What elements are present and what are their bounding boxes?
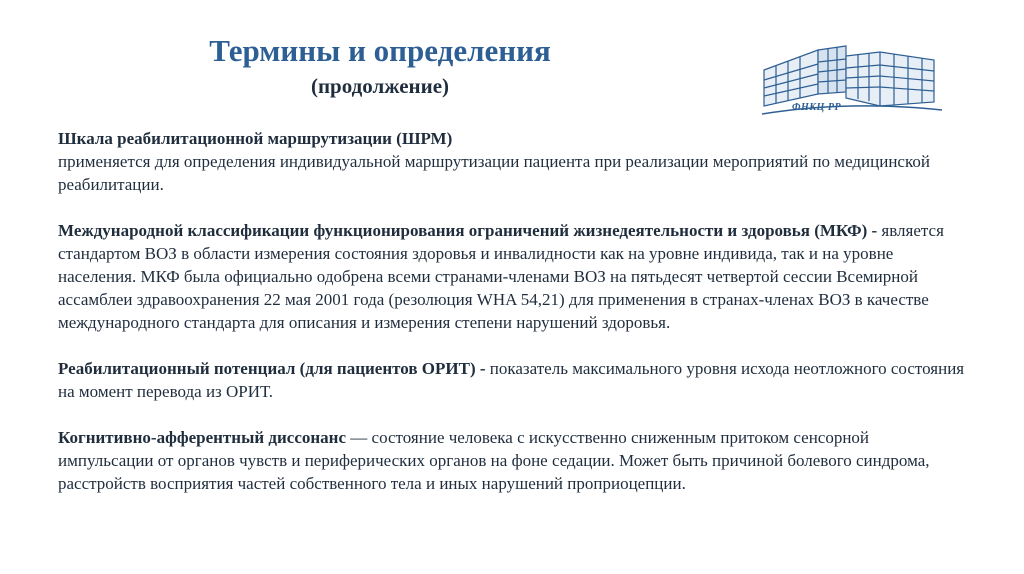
definition-term: Когнитивно-афферентный диссонанс [58,428,347,447]
definition-text: является стандартом ВОЗ в области измерения состояния здоровья и инвалидности как на уровне индивида, так и на уровне населения. МКФ была официально одобрена всеми странами-членами ВОЗ на пятьдесят четвертой сессии Всемирной ассамблеи здравоохранения 22 мая 2001 года (резолюция WHA 54,21) для применения в странах-членах ВОЗ в качестве международного стандарта для описания и измерения степени нарушений здоровья. [58,221,944,332]
definition-mkf [58,219,968,334]
definition-term: Реабилитационный потенциал (для пациентов ОРИТ) - [58,359,486,378]
definitions-list [58,127,968,518]
definition-rehab-potential [58,357,968,403]
page-title: Термины и определения [209,33,551,68]
definition-shrm [58,127,968,196]
definition-term: Международной классификации функционирования ограничений жизнедеятельности и здоровья (МКФ) - [58,221,878,240]
definition-text: показатель максимального уровня исхода неотложного состояния на момент перевода из ОРИТ. [58,359,965,401]
definition-cognitive-dissonance [58,426,968,495]
definition-text: — состояние человека с искусственно сниженным притоком сенсорной импульсации от органов чувств и периферических органов на фоне седации. Может быть причиной болевого синдрома, расстройств восприятия частей собственного тела и иных нарушений проприоцепции. [58,428,930,493]
page-subtitle: (продолжение) [310,74,450,98]
definition-text: применяется для определения индивидуальной маршрутизации пациента при реализации мероприятий по медицинской реабилитации. [58,152,930,194]
hospital-building-icon [758,36,948,132]
logo-caption: ФНКЦ РР [792,102,842,113]
definition-term: Шкала реабилитационной маршрутизации (ШРМ) [58,129,453,148]
